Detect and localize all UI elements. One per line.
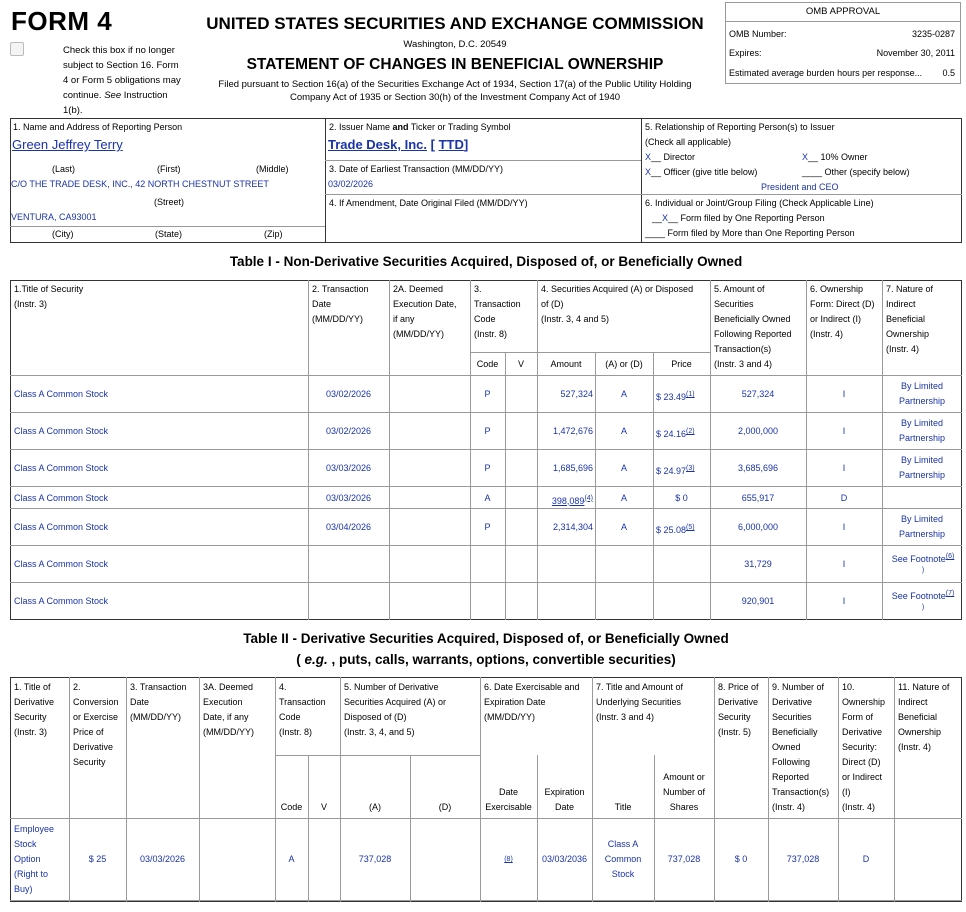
t2-header-underlying: 7. Title and Amount of Underlying Securities (Instr. 3 and 4) bbox=[596, 682, 684, 722]
t1-row-title: Class A Common Stock bbox=[14, 426, 109, 436]
t1-row-a-or-d: A bbox=[620, 492, 627, 503]
box5-label: 5. Relationship of Reporting Person(s) to Issuer bbox=[645, 122, 835, 132]
t1-row-nature: By Limited Partnership bbox=[898, 514, 946, 539]
price-footnote-link[interactable]: (3) bbox=[686, 465, 695, 472]
t1-row-code: P bbox=[484, 389, 491, 399]
amount-footnote-link[interactable]: (4) bbox=[584, 494, 593, 502]
one-person-option: __X__ Form filed by One Reporting Person bbox=[652, 213, 825, 223]
officer-option: X__ Officer (give title below) bbox=[645, 167, 758, 177]
officer-title: President and CEO bbox=[761, 182, 839, 192]
t1-row-ownership-form: I bbox=[842, 596, 846, 606]
t1-row-price: $ 24.16$^{(2)}$ bbox=[656, 428, 695, 439]
table2-title: Table II - Derivative Securities Acquired, Disposed of, or Beneficially Owned bbox=[243, 631, 729, 646]
t1-row-price: $ 24.97$^{(3)}$ bbox=[656, 465, 695, 476]
t2-sub-code: Code bbox=[280, 802, 303, 812]
t1-header-deemed: 2A. Deemed Execution Date, if any (MM/DD/YY) bbox=[393, 284, 457, 339]
issuer-line: Trade Desk, Inc. [ TTD] bbox=[328, 137, 469, 152]
t2-row-title: Employee Stock Option (Right to Buy) bbox=[14, 824, 55, 894]
t1-header-code: 3. Transaction Code (Instr. 8) bbox=[474, 284, 521, 339]
t1-row-amount: 2,314,304 bbox=[552, 522, 593, 532]
t1-row-nature: See Footnote$^{(7)}$ ) bbox=[886, 586, 960, 612]
omb-number-value: 3235-0287 bbox=[911, 29, 955, 39]
t1-row-owned: 6,000,000 bbox=[737, 522, 779, 532]
t2-row-acquired: 737,028 bbox=[358, 854, 392, 864]
t2-sub-expiration: Expiration Date bbox=[544, 787, 585, 812]
t1-row-owned: 655,917 bbox=[741, 492, 775, 503]
t1-row-code: P bbox=[484, 463, 491, 473]
t2-row-underlying-title: Class A Common Stock bbox=[604, 839, 642, 879]
t1-row-price: $ 23.49$^{(1)}$ bbox=[656, 391, 695, 402]
t2-header-date: 3. Transaction Date (MM/DD/YY) bbox=[130, 682, 187, 722]
street-label: (Street) bbox=[154, 197, 185, 207]
footnote-8-link[interactable]: (8) bbox=[504, 856, 513, 863]
t1-row-title: Class A Common Stock bbox=[14, 463, 109, 473]
omb-burden-label: Estimated average burden hours per response... bbox=[729, 68, 923, 78]
state-label: (State) bbox=[155, 229, 183, 239]
t1-row-price: $ 0 bbox=[675, 492, 688, 503]
t2-row-date: 03/03/2026 bbox=[139, 854, 186, 864]
t1-row-code: P bbox=[484, 522, 491, 532]
zip-label: (Zip) bbox=[264, 229, 283, 239]
filed-pursuant-line-1: Filed pursuant to Section 16(a) of the Securities Exchange Act of 1934, Section 17(a) of the Public Utility Holding bbox=[218, 79, 692, 90]
t1-row-amount: 1,685,696 bbox=[552, 463, 593, 473]
t1-row-ownership-form: I bbox=[842, 389, 846, 399]
t1-row-nature: By Limited Partnership bbox=[898, 381, 946, 406]
omb-expires-value: November 30, 2011 bbox=[876, 48, 955, 58]
checkbox-text-line: continue. See Instruction bbox=[63, 90, 168, 101]
t1-header-ownership: 6. Ownership Form: Direct (D) or Indirect (I) (Instr. 4) bbox=[810, 284, 875, 339]
t1-row-owned: 2,000,000 bbox=[737, 426, 779, 436]
t2-header-date-exercisable: 6. Date Exercisable and Expiration Date (MM/DD/YY) bbox=[484, 682, 580, 722]
box2-label: 2. Issuer Name and Ticker or Trading Symbol bbox=[329, 122, 511, 132]
t1-row-ownership-form: D bbox=[840, 492, 848, 503]
t1-row-date: 03/04/2026 bbox=[325, 522, 372, 532]
no-longer-subject-checkbox[interactable] bbox=[10, 42, 24, 56]
t1-row-owned: 920,901 bbox=[741, 596, 775, 606]
filed-pursuant-line-2: Company Act of 1935 or Section 30(h) of the Investment Company Act of 1940 bbox=[289, 92, 621, 103]
omb-number-label: OMB Number: bbox=[729, 29, 787, 39]
t1-row-title: Class A Common Stock bbox=[14, 492, 109, 503]
t2-row-date-exercisable bbox=[480, 852, 537, 870]
t1-sub-price: Price bbox=[671, 359, 692, 369]
t2-header-number-owned: 9. Number of Derivative Securities Beneficially Owned Following Reported Transaction(s) (Instr. 4) bbox=[772, 682, 830, 812]
t1-header-title: 1.Title of Security (Instr. 3) bbox=[14, 284, 84, 309]
city-state-zip: VENTURA, CA93001 bbox=[11, 212, 97, 222]
middle-label: (Middle) bbox=[256, 164, 289, 174]
statement-title: STATEMENT OF CHANGES IN BENEFICIAL OWNERSHIP bbox=[246, 56, 664, 73]
t2-row-owned: 737,028 bbox=[786, 854, 820, 864]
price-footnote-link[interactable]: (1) bbox=[686, 391, 695, 398]
t2-header-nature: 11. Nature of Indirect Beneficial Ownership (Instr. 4) bbox=[898, 682, 950, 752]
t2-sub-v: V bbox=[320, 802, 327, 812]
t1-row-owned: 31,729 bbox=[744, 559, 772, 569]
t2-sub-d: (D) bbox=[438, 802, 452, 812]
t1-row-code: P bbox=[484, 426, 491, 436]
t2-row-derivative-price: $ 0 bbox=[734, 854, 748, 864]
t1-header-nature: 7. Nature of Indirect Beneficial Ownership (Instr. 4) bbox=[886, 284, 934, 354]
t1-row-price: $ 25.08$^{(5)}$ bbox=[656, 524, 695, 535]
other-option: ____ Other (specify below) bbox=[802, 167, 910, 177]
reporting-person-link[interactable]: Green Jeffrey Terry bbox=[12, 137, 123, 152]
t2-sub-title: Title bbox=[614, 802, 632, 812]
t1-sub-aord: (A) or (D) bbox=[605, 359, 643, 369]
t2-header-code: 4. Transaction Code (Instr. 8) bbox=[279, 682, 326, 737]
omb-burden-value: 0.5 bbox=[942, 68, 955, 78]
t1-row-ownership-form: I bbox=[842, 559, 846, 569]
nature-footnote-link[interactable]: (7) bbox=[945, 590, 955, 597]
earliest-transaction-date: 03/02/2026 bbox=[328, 179, 374, 189]
box3-label: 3. Date of Earliest Transaction (MM/DD/YY) bbox=[329, 164, 504, 174]
table2-subtitle: ( e.g. , puts, calls, warrants, options, convertible securities) bbox=[296, 652, 676, 667]
t1-row-title: Class A Common Stock bbox=[14, 559, 109, 569]
t2-header-ownership: 10. Ownership Form of Derivative Security: Direct (D) or Indirect (I) (Instr. 4) bbox=[842, 682, 886, 812]
form-title: FORM 4 bbox=[11, 6, 113, 36]
omb-approval-box bbox=[725, 2, 961, 84]
t1-row-nature: By Limited Partnership bbox=[898, 418, 946, 443]
checkbox-text-line: Check this box if no longer bbox=[63, 45, 175, 56]
omb-expires-label: Expires: bbox=[729, 48, 762, 58]
box1-label: 1. Name and Address of Reporting Person bbox=[13, 122, 183, 132]
t1-row-owned: 527,324 bbox=[741, 389, 775, 399]
t1-row-code: A bbox=[484, 492, 491, 503]
t2-sub-date-exercisable: Date Exercisable bbox=[485, 787, 532, 812]
t1-row-ownership-form: I bbox=[842, 426, 846, 436]
t1-row-a-or-d: A bbox=[620, 522, 627, 532]
price-footnote-link[interactable]: (2) bbox=[686, 428, 695, 435]
t2-row-form: D bbox=[862, 854, 870, 864]
t2-row-underlying-amount: 737,028 bbox=[667, 854, 701, 864]
table1-title: Table I - Non-Derivative Securities Acquired, Disposed of, or Beneficially Owned bbox=[229, 254, 743, 269]
agency-location: Washington, D.C. 20549 bbox=[403, 39, 507, 50]
t2-header-title: 1. Title of Derivative Security (Instr. 3) bbox=[14, 682, 55, 737]
checkbox-text-line: subject to Section 16. Form bbox=[63, 60, 179, 71]
t2-header-number: 5. Number of Derivative Securities Acquired (A) or Disposed of (D) (Instr. 3, 4, and 5) bbox=[344, 682, 447, 737]
t1-row-amount: 398,089$^{(4)}$ bbox=[551, 494, 593, 506]
t1-row-ownership-form: I bbox=[842, 522, 846, 532]
t2-row-expiration: 03/03/2036 bbox=[541, 854, 588, 864]
omb-title: OMB APPROVAL bbox=[726, 3, 960, 22]
agency-title: UNITED STATES SECURITIES AND EXCHANGE COMMISSION bbox=[206, 14, 704, 33]
t1-sub-v: V bbox=[517, 359, 524, 369]
t1-header-acquired: 4. Securities Acquired (A) or Disposed of (D) (Instr. 3, 4 and 5) bbox=[541, 284, 694, 324]
t1-row-title: Class A Common Stock bbox=[14, 596, 109, 606]
t2-sub-a: (A) bbox=[369, 802, 381, 812]
t1-row-a-or-d: A bbox=[620, 389, 627, 399]
t2-row-price: $ 25 bbox=[88, 854, 107, 864]
t1-header-amount-owned: 5. Amount of Securities Beneficially Owned Following Reported Transaction(s) (Instr. 3 and 4) bbox=[714, 284, 792, 369]
box6-label: 6. Individual or Joint/Group Filing (Check Applicable Line) bbox=[645, 198, 874, 208]
t1-row-a-or-d: A bbox=[620, 463, 627, 473]
t1-sub-code: Code bbox=[476, 359, 499, 369]
first-label: (First) bbox=[157, 164, 181, 174]
t2-sub-amount: Amount or Number of Shares bbox=[662, 772, 706, 812]
t1-row-date: 03/03/2026 bbox=[325, 463, 372, 473]
t2-header-deemed: 3A. Deemed Execution Date, if any (MM/DD/YY) bbox=[203, 682, 254, 737]
multi-person-option: ____ Form filed by More than One Reporting Person bbox=[645, 228, 855, 238]
ticker-link[interactable]: TTD bbox=[438, 137, 464, 152]
t1-row-date: 03/03/2026 bbox=[325, 492, 372, 503]
checkbox-text-line: 4 or Form 5 obligations may bbox=[63, 75, 181, 86]
t2-header-conversion: 2. Conversion or Exercise Price of Derivative Security bbox=[73, 682, 119, 767]
t1-row-a-or-d: A bbox=[620, 426, 627, 436]
checkbox-instructions bbox=[63, 43, 181, 118]
last-label: (Last) bbox=[52, 164, 76, 174]
nature-footnote-link[interactable]: (6) bbox=[945, 553, 955, 560]
t1-row-nature: See Footnote$^{(6)}$ ) bbox=[886, 549, 960, 575]
t1-row-amount: 1,472,676 bbox=[552, 426, 593, 436]
box5-sub: (Check all applicable) bbox=[645, 137, 732, 147]
t1-row-amount: 527,324 bbox=[560, 389, 593, 399]
t1-row-date: 03/02/2026 bbox=[325, 389, 372, 399]
nature-footnote-close: ) bbox=[921, 567, 925, 574]
nature-footnote-close: ) bbox=[921, 604, 925, 611]
t1-row-title: Class A Common Stock bbox=[14, 389, 109, 399]
t1-row-title: Class A Common Stock bbox=[14, 522, 109, 532]
ten-pct-option: X__ 10% Owner bbox=[802, 152, 868, 162]
box4-label: 4. If Amendment, Date Original Filed (MM/DD/YY) bbox=[329, 198, 528, 208]
checkbox-text-line: 1(b). bbox=[63, 105, 83, 116]
t1-row-nature: By Limited Partnership bbox=[898, 455, 946, 480]
price-footnote-link[interactable]: (5) bbox=[686, 524, 695, 531]
t1-row-ownership-form: I bbox=[842, 463, 846, 473]
t2-row-code: A bbox=[288, 854, 295, 864]
director-option: X__ Director bbox=[645, 152, 696, 162]
t1-row-date: 03/02/2026 bbox=[325, 426, 372, 436]
t2-header-price: 8. Price of Derivative Security (Instr. 5) bbox=[718, 682, 759, 737]
city-label: (City) bbox=[52, 229, 74, 239]
reporting-address: C/O THE TRADE DESK, INC., 42 NORTH CHESTNUT STREET bbox=[11, 179, 269, 189]
t1-header-date: 2. Transaction Date (MM/DD/YY) bbox=[312, 284, 369, 324]
t1-sub-amount: Amount bbox=[550, 359, 582, 369]
t1-row-owned: 3,685,696 bbox=[737, 463, 779, 473]
issuer-name-link[interactable]: Trade Desk, Inc. bbox=[328, 137, 427, 152]
